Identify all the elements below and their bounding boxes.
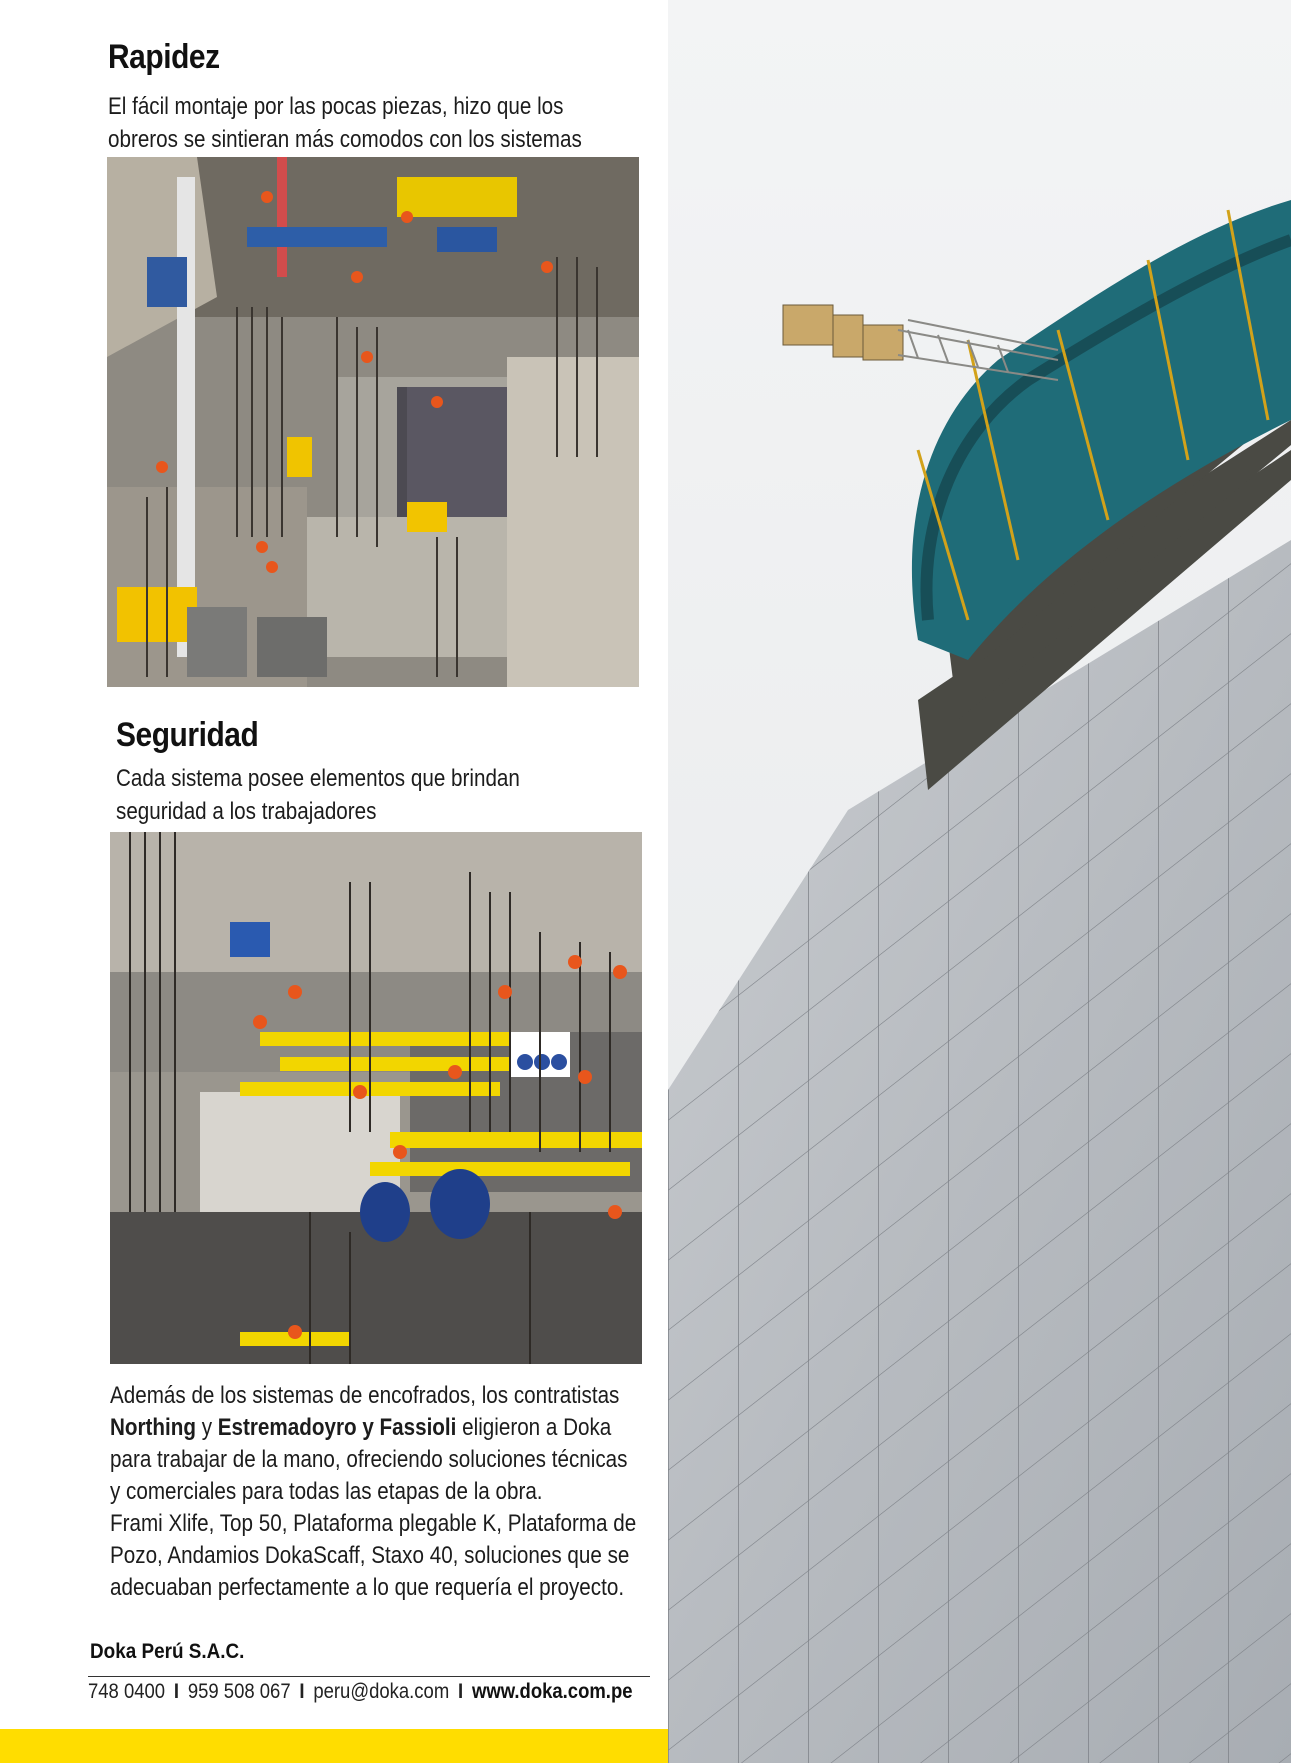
closing-paragraph [110,1380,636,1604]
separator-1: I [173,1680,180,1703]
closing-line-6: Pozo, Andamios DokaScaff, Staxo 40, soluciones que se [110,1542,630,1569]
estremadoyro-company: Estremadoyro y Fassioli [217,1414,457,1441]
closing-line-5: Frami Xlife, Top 50, Plataforma plegable K, Plataforma de [110,1510,637,1537]
website-link[interactable]: www.doka.com.pe [471,1680,633,1703]
closing-line-1: Además de los sistemas de encofrados, los contratistas [110,1382,620,1409]
email-link[interactable]: peru@doka.com [313,1680,450,1703]
footer-divider [88,1676,650,1677]
contact-line [88,1680,633,1704]
closing-line-4: y comerciales para todas las etapas de la obra. [110,1478,543,1505]
closing-line-2 [110,1412,636,1444]
seguridad-line-1: Cada sistema posee elementos que brindan [116,765,520,792]
phone-2: 959 508 067 [187,1680,291,1703]
company-name: Doka Perú S.A.C. [90,1640,245,1663]
closing-line-3: para trabajar de la mano, ofreciendo soluciones técnicas [110,1446,628,1473]
separator-2: I [299,1680,305,1703]
rapidez-line-2: obreros se sintieran más comodos con los sistemas [108,126,582,153]
closing-line-2-end: eligieron a Doka [456,1414,612,1441]
seguridad-line-2: seguridad a los trabajadores [116,798,377,825]
rapidez-line-1: El fácil montaje por las pocas piezas, hizo que los [108,93,564,120]
seguridad-heading: Seguridad [116,716,259,754]
conjunction: y [195,1414,218,1441]
construction-site-photo-1 [107,157,639,687]
northing-company: Northing [110,1414,196,1441]
closing-line-7: adecuaban perfectamente a lo que requería el proyecto. [110,1574,625,1601]
brand-yellow-bar [0,1729,668,1763]
rapidez-heading: Rapidez [108,38,220,76]
construction-site-photo-2 [110,832,642,1364]
rapidez-description [108,90,582,156]
separator-3: I [458,1680,464,1703]
phone-1: 748 0400 [88,1680,166,1703]
seguridad-description [116,762,520,828]
building-crane-photo [668,0,1291,1763]
